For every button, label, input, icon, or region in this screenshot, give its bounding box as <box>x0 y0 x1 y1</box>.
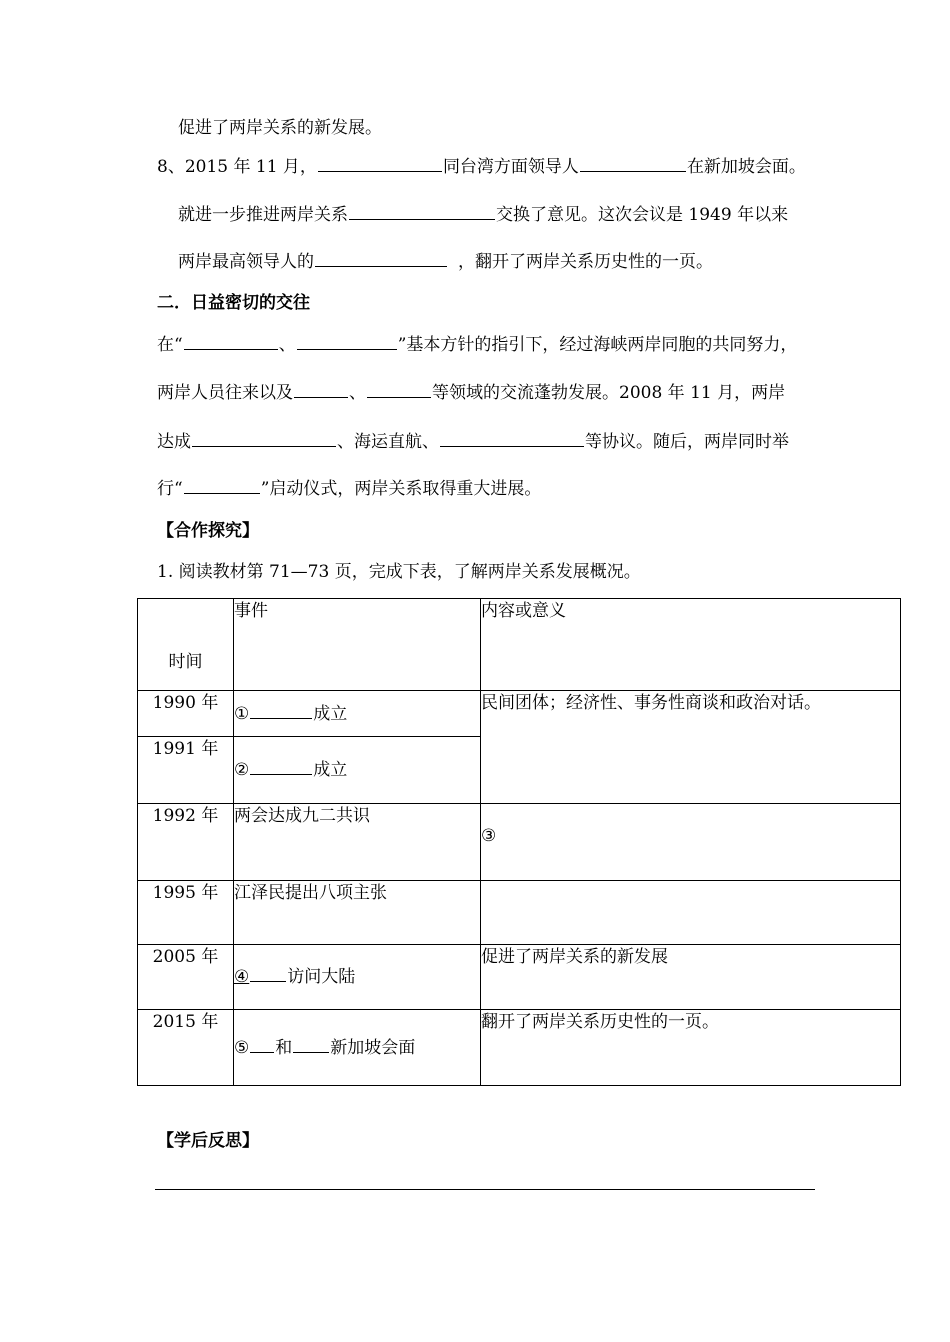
blank-field[interactable] <box>440 430 584 447</box>
paragraph-line <box>157 477 541 501</box>
blank-field[interactable] <box>184 333 278 350</box>
cell-time: 1991 年 <box>138 737 234 804</box>
table-row <box>138 691 901 737</box>
cell-time: 1990 年 <box>138 691 234 737</box>
table-row <box>138 804 901 881</box>
blank-field[interactable] <box>250 758 312 775</box>
cell-time: 2015 年 <box>138 1010 234 1086</box>
cell-time: 1992 年 <box>138 804 234 881</box>
paragraph-line <box>157 381 785 405</box>
text: 、 <box>278 335 296 355</box>
text: 达成 <box>157 432 191 452</box>
blank-field[interactable] <box>315 250 447 267</box>
history-table <box>137 598 901 1086</box>
blank-field[interactable] <box>580 155 686 172</box>
header-content: 内容或意义 <box>481 599 901 691</box>
text: 8、2015 年 11 月， <box>157 157 317 177</box>
cell-time: 2005 年 <box>138 945 234 1010</box>
cell-event: ② 成立 <box>234 737 481 804</box>
cell-event: ⑤ 和 新加坡会面 <box>234 1010 481 1086</box>
question-8-line-2 <box>178 203 788 227</box>
text: 等领域的交流蓬勃发展。2008 年 11 月，两岸 <box>432 383 786 403</box>
blank-field[interactable] <box>294 381 348 398</box>
text: 就进一步推进两岸关系 <box>178 205 348 225</box>
table-row <box>138 881 901 945</box>
header-event: 事件 <box>234 599 481 691</box>
section-heading-cooperation: 【合作探究】 <box>157 521 259 541</box>
question-8-line-1 <box>157 155 806 179</box>
text: 、海运直航、 <box>337 432 439 452</box>
blank-field[interactable] <box>318 155 442 172</box>
text: ”基本方针的指引下，经过海峡两岸同胞的共同努力， <box>397 335 798 355</box>
text: 两岸人员往来以及 <box>157 383 293 403</box>
section-heading-reflection: 【学后反思】 <box>157 1131 259 1151</box>
cell-content: 翻开了两岸关系历史性的一页。 <box>481 1010 901 1086</box>
text-line: 促进了两岸关系的新发展。 <box>178 118 382 138</box>
text: 在新加坡会面。 <box>686 157 806 177</box>
paragraph-line <box>157 333 797 357</box>
question-1: 1. 阅读教材第 71—73 页，完成下表，了解两岸关系发展概况。 <box>157 562 641 582</box>
blank-field[interactable] <box>293 1036 329 1053</box>
text: ，翻开了两岸关系历史性的一页。 <box>458 252 713 272</box>
blank-field[interactable] <box>184 477 260 494</box>
text: 交换了意见。这次会议是 1949 年以来 <box>496 205 789 225</box>
cell-content: ③ <box>481 804 901 881</box>
cell-content: 促进了两岸关系的新发展 <box>481 945 901 1010</box>
cell-event: ① 成立 <box>234 691 481 737</box>
text: 行“ <box>157 479 183 499</box>
text: 等协议。随后，两岸同时举 <box>585 432 789 452</box>
blank-field[interactable] <box>250 1036 274 1053</box>
table-header-row <box>138 599 901 691</box>
blank-field[interactable] <box>349 203 495 220</box>
cell-event: ④ 访问大陆 <box>234 945 481 1010</box>
text: 同台湾方面领导人 <box>442 157 579 177</box>
table-row <box>138 1010 901 1086</box>
cell-time: 1995 年 <box>138 881 234 945</box>
cell-content <box>481 881 901 945</box>
paragraph-line <box>157 430 789 454</box>
text: 两岸最高领导人的 <box>178 252 314 272</box>
cell-event: 江泽民提出八项主张 <box>234 881 481 945</box>
question-8-line-3 <box>178 250 713 274</box>
text: 在“ <box>157 335 183 355</box>
text: ”启动仪式，两岸关系取得重大进展。 <box>260 479 542 499</box>
blank-field[interactable] <box>250 965 286 982</box>
text: 、 <box>349 383 366 403</box>
table-row <box>138 945 901 1010</box>
blank-field[interactable] <box>192 430 336 447</box>
cell-content: 民间团体；经济性、事务性商谈和政治对话。 <box>481 691 901 804</box>
blank-field[interactable] <box>250 702 312 719</box>
cell-event: 两会达成九二共识 <box>234 804 481 881</box>
header-time: 时间 <box>138 599 234 691</box>
blank-field[interactable] <box>367 381 431 398</box>
blank-field[interactable] <box>297 333 397 350</box>
section-heading: 二．日益密切的交往 <box>157 293 310 313</box>
reflection-answer-line[interactable] <box>155 1189 815 1190</box>
